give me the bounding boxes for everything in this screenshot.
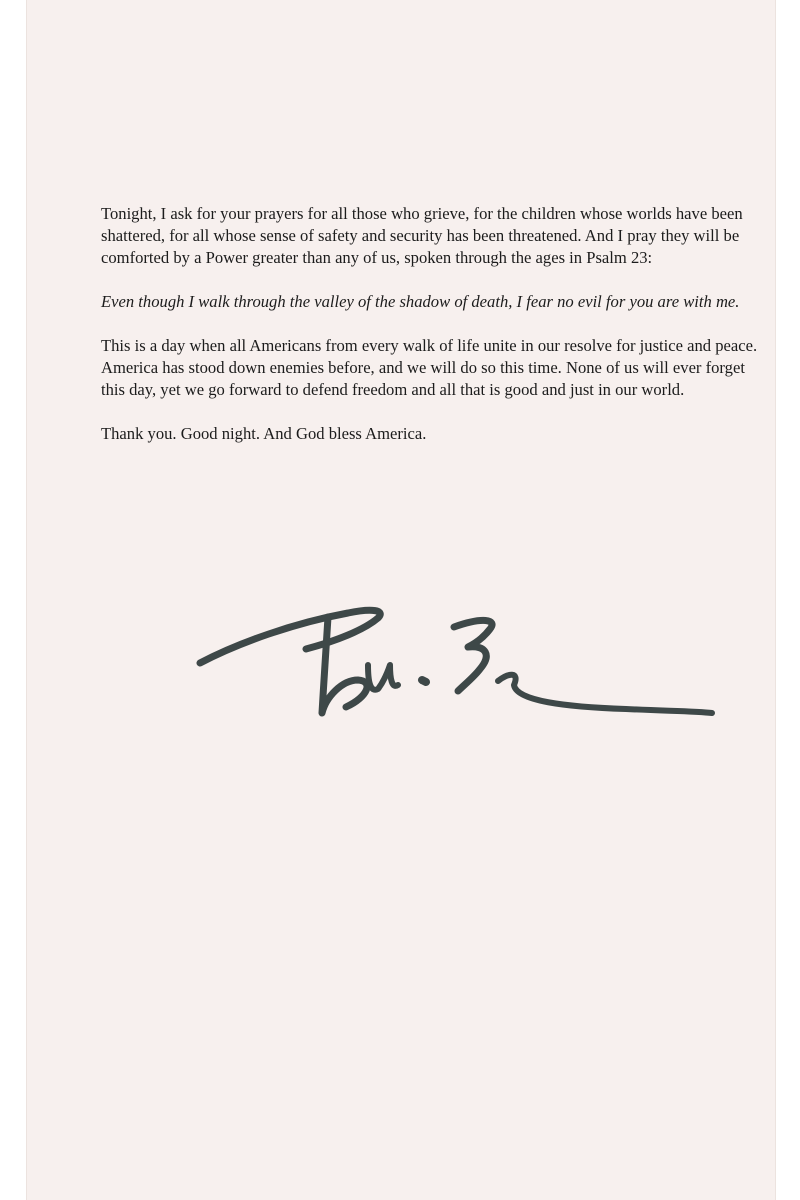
paragraph-prayers: Tonight, I ask for your prayers for all those who grieve, for the children whose worlds have been shattered, for all whose sense of safety and security has been threatened. And I pray they will be comforted by a Power greater than any of us, spoken through the ages in Psalm 23: [101, 204, 743, 267]
paragraph-resolve: This is a day when all Americans from every walk of life unite in our resolve for justice and peace. America has stood down enemies before, and we will do so this time. None of us will ever forget this day, yet we go forward to defend freedom and all that is good and just in our world. [101, 336, 758, 399]
signature-stroke-u [368, 665, 398, 690]
letter-page [26, 0, 776, 1200]
signature-stroke-capital [454, 620, 492, 691]
paragraph-psalm-quote: Even though I walk through the valley of the shadow of death, I fear no evil for you are with me. [101, 292, 740, 311]
signature-stroke-sweep [200, 610, 380, 663]
signature-stroke-dot [422, 680, 426, 682]
paragraph-closing: Thank you. Good night. And God bless America. [101, 424, 427, 443]
letter-body [101, 203, 761, 467]
handwritten-signature [186, 585, 726, 735]
signature-stroke-tail [498, 675, 712, 713]
